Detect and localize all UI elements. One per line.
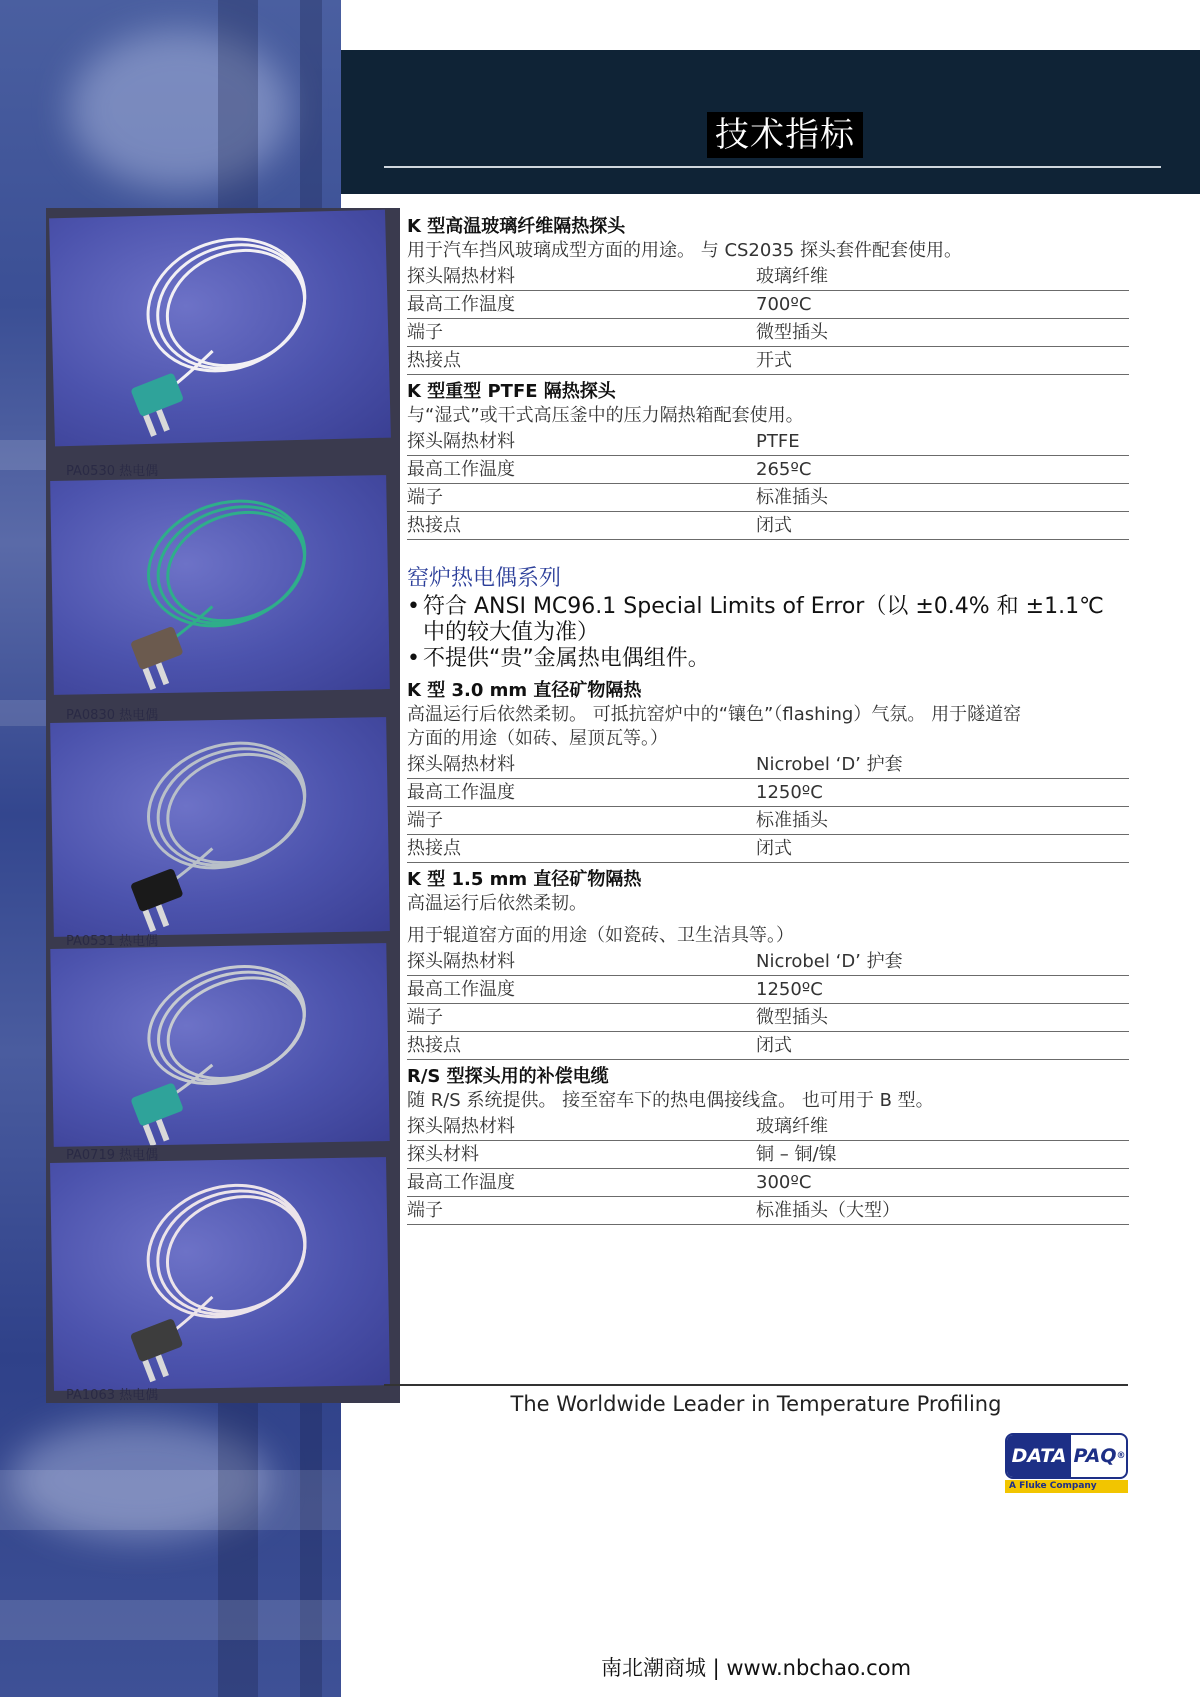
connector-pin (143, 414, 157, 437)
spec-key: 热接点 (407, 515, 461, 536)
spec-key: 探头隔热材料 (407, 754, 515, 775)
spec-value: 开式 (756, 350, 792, 371)
spec-row (407, 291, 1129, 319)
spec-table (407, 1113, 1129, 1225)
spec-row (407, 319, 1129, 347)
spec-row (407, 1032, 1129, 1060)
spec-row (407, 1113, 1129, 1141)
spec-key: 热接点 (407, 838, 461, 859)
spec-row (407, 751, 1129, 779)
spec-table (407, 428, 1129, 540)
section-description: 用于辊道窑方面的用途（如瓷砖、卫生洁具等。） (407, 925, 794, 946)
spec-row (407, 976, 1129, 1004)
connector-pin (156, 409, 170, 432)
bullet-line (407, 620, 1127, 646)
connector-plug (130, 372, 184, 417)
connector-pin (156, 1119, 169, 1142)
header-divider (384, 166, 1161, 168)
spec-value: Nicrobel ‘D’ 护套 (756, 951, 903, 972)
connector-plug (130, 626, 184, 670)
spec-sections-a (407, 214, 1127, 540)
spec-value: 闭式 (756, 1035, 792, 1056)
bullet-text: 不提供“贵”金属热电偶组件。 (423, 646, 710, 671)
photo-label: PA0830 热电偶 (66, 708, 159, 723)
cable-coil-drawing (50, 717, 390, 937)
photo-label: PA1063 热电偶 (66, 1388, 159, 1403)
section-title: K 型 3.0 mm 直径矿物隔热 (407, 680, 642, 701)
connector-pin (142, 1360, 155, 1383)
spec-key: 探头隔热材料 (407, 951, 515, 972)
spec-key: 最高工作温度 (407, 294, 515, 315)
spec-key: 探头隔热材料 (407, 1116, 515, 1137)
logo-text-right (1071, 1435, 1128, 1477)
spec-content (407, 214, 1127, 1229)
photo-label: PA0530 热电偶 (66, 464, 159, 479)
connector-pin (143, 909, 156, 932)
strip-band (0, 1470, 341, 1530)
spec-row (407, 428, 1129, 456)
spec-value: 闭式 (756, 838, 792, 859)
site-footer: 南北潮商城 | www.nbchao.com (600, 1656, 912, 1680)
tagline: The Worldwide Leader in Temperature Profiling (510, 1392, 1002, 1416)
connector-plug (130, 1082, 184, 1126)
spec-value: 微型插头 (756, 1007, 828, 1028)
spec-section (407, 1064, 1127, 1225)
bullet-dot (407, 620, 423, 646)
section-description: 随 R/S 系统提供。 接至窑车下的热电偶接线盒。 也可用于 B 型。 (407, 1090, 934, 1111)
spec-row (407, 512, 1129, 540)
photo-label: PA0531 热电偶 (66, 934, 159, 949)
spec-value: 标准插头 (756, 810, 828, 831)
datapaq-logo (1005, 1433, 1128, 1494)
spec-key: 最高工作温度 (407, 979, 515, 1000)
probe-photo (50, 475, 390, 695)
connector-pin (156, 904, 169, 927)
bullet-line (407, 646, 1127, 672)
spec-value: 标准插头 (756, 487, 828, 508)
section-title: K 型重型 PTFE 隔热探头 (407, 381, 616, 402)
spec-key: 端子 (407, 322, 443, 343)
spec-value: 300ºC (756, 1172, 812, 1193)
footer-divider (384, 1384, 1128, 1386)
cable-coil-drawing (50, 943, 389, 1147)
spec-key: 探头隔热材料 (407, 266, 515, 287)
spec-key: 最高工作温度 (407, 459, 515, 480)
bullet-line (407, 594, 1127, 620)
logo-subtitle: A Fluke Company (1005, 1480, 1128, 1493)
logo-reg-mark: ® (1116, 1451, 1126, 1461)
spec-table (407, 263, 1129, 375)
spec-key: 最高工作温度 (407, 782, 515, 803)
spec-value: Nicrobel ‘D’ 护套 (756, 754, 903, 775)
spec-key: 热接点 (407, 1035, 461, 1056)
logo-box (1005, 1433, 1128, 1479)
spec-row (407, 1169, 1129, 1197)
spec-row (407, 779, 1129, 807)
section-description: 高温运行后依然柔韧。 (407, 893, 587, 914)
section-title: K 型 1.5 mm 直径矿物隔热 (407, 869, 642, 890)
spec-key: 端子 (407, 1200, 443, 1221)
spec-value: 265ºC (756, 459, 812, 480)
probe-photo (50, 943, 389, 1147)
spec-table (407, 751, 1129, 863)
cable-loop (155, 961, 318, 1096)
series-bullets (407, 594, 1127, 672)
spec-table (407, 948, 1129, 1060)
bullet-text: 符合 ANSI MC96.1 Special Limits of Error（以 ±0.4% 和 ±1.1℃ (423, 594, 1104, 619)
spec-row (407, 835, 1129, 863)
cable-coil-drawing (50, 475, 390, 695)
spec-row (407, 456, 1129, 484)
spec-row (407, 1004, 1129, 1032)
connector-plug (130, 868, 184, 912)
spec-section (407, 867, 1127, 1060)
probe-photo (50, 1157, 390, 1391)
probe-photo (49, 210, 391, 447)
probe-photo (50, 717, 390, 937)
spec-value: 标准插头（大型） (756, 1200, 900, 1221)
section-description: 用于汽车挡风玻璃成型方面的用途。 与 CS2035 探头套件配套使用。 (407, 240, 962, 261)
spec-row (407, 347, 1129, 375)
spec-section (407, 678, 1127, 863)
photo-label: PA0719 热电偶 (66, 1148, 159, 1163)
section-description: 方面的用途（如砖、屋顶瓦等。） (407, 728, 668, 749)
spec-row (407, 1141, 1129, 1169)
logo-paq-text: PAQ (1073, 1445, 1117, 1467)
section-description: 与“湿式”或干式高压釜中的压力隔热箱配套使用。 (407, 405, 804, 426)
spec-key: 热接点 (407, 350, 461, 371)
spec-sections-b (407, 678, 1127, 1225)
section-description: 高温运行后依然柔韧。 可抵抗窑炉中的“镶色”（flashing）气氛。 用于隧道窑 (407, 704, 1022, 725)
spec-key: 端子 (407, 487, 443, 508)
spec-value: 玻璃纤维 (756, 266, 828, 287)
connector-pin (156, 662, 169, 685)
spec-value: 1250ºC (756, 979, 823, 1000)
spec-row (407, 263, 1129, 291)
spec-value: 微型插头 (756, 322, 828, 343)
spec-value: PTFE (756, 431, 800, 452)
bullet-dot: • (407, 594, 420, 619)
section-title: R/S 型探头用的补偿电缆 (407, 1066, 609, 1087)
header-band (341, 50, 1200, 194)
connector-pin (143, 667, 156, 690)
spec-key: 端子 (407, 1007, 443, 1028)
bullet-dot: • (407, 646, 420, 671)
spec-row (407, 807, 1129, 835)
photo-column (46, 208, 400, 1403)
spec-row (407, 1197, 1129, 1225)
spec-value: 1250ºC (756, 782, 823, 803)
spec-row (407, 484, 1129, 512)
spec-value: 闭式 (756, 515, 792, 536)
spec-row (407, 948, 1129, 976)
spec-section (407, 214, 1127, 375)
spec-section (407, 379, 1127, 540)
spec-value: 玻璃纤维 (756, 1116, 828, 1137)
connector-pin (155, 1355, 168, 1378)
logo-text-left: DATA (1007, 1435, 1071, 1477)
spec-key: 探头材料 (407, 1144, 479, 1165)
section-title: K 型高温玻璃纤维隔热探头 (407, 216, 626, 237)
strip-band (0, 1600, 341, 1640)
spec-key: 最高工作温度 (407, 1172, 515, 1193)
spec-value: 700ºC (756, 294, 812, 315)
cable-coil-drawing (50, 1157, 390, 1391)
spec-key: 端子 (407, 810, 443, 831)
connector-plug (130, 1318, 184, 1362)
cable-coil-drawing (49, 210, 391, 447)
spec-key: 探头隔热材料 (407, 431, 515, 452)
series-title: 窑炉热电偶系列 (407, 566, 562, 591)
spec-value: 铜 – 铜/镍 (756, 1144, 837, 1165)
bullet-text: 中的较大值为准） (423, 620, 600, 645)
page-title: 技术指标 (707, 112, 863, 158)
